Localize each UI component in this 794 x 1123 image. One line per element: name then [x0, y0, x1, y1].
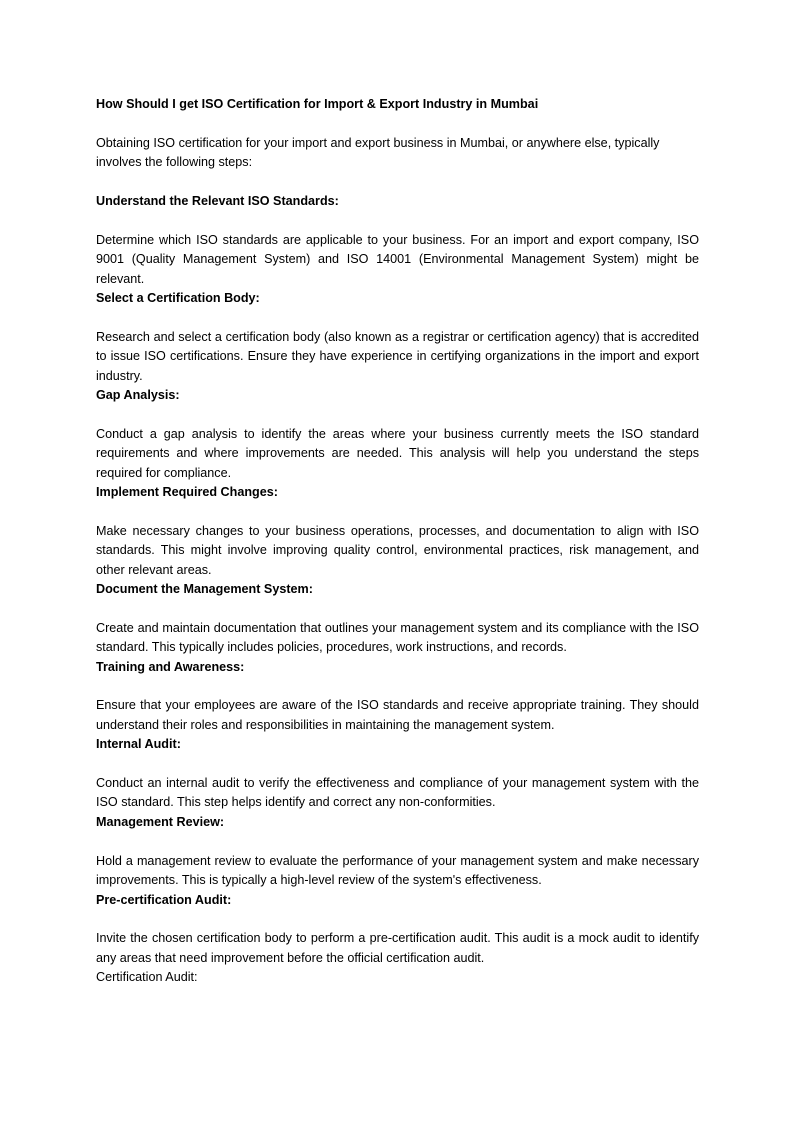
section-gap-analysis — [96, 386, 699, 483]
section-body: Conduct an internal audit to verify the effectiveness and compliance of your management system with the ISO standard. This step helps identify and correct any non-conformities. — [96, 776, 699, 810]
section-training-awareness — [96, 658, 699, 736]
section-body: Hold a management review to evaluate the performance of your management system and make necessary improvements. This is typically a high-level review of the system's effectiveness. — [96, 853, 699, 888]
section-heading: Training and Awareness: — [96, 659, 245, 674]
section-heading: Management Review: — [96, 814, 225, 829]
section-management-review — [96, 813, 699, 891]
section-heading: Certification Audit: — [96, 970, 198, 985]
document-title: How Should I get ISO Certification for Import & Export Industry in Mumbai — [96, 97, 539, 111]
section-heading: Internal Audit: — [96, 737, 181, 752]
section-body: Determine which ISO standards are applicable to your business. For an import and export company, ISO 9001 (Quality Management System) and ISO 14001 (Environmental Management System) might be relevant. — [96, 232, 699, 286]
section-heading: Pre-certification Audit: — [96, 892, 232, 907]
section-internal-audit — [96, 735, 699, 813]
document-page — [96, 95, 699, 1007]
section-certification-audit — [96, 968, 699, 987]
section-body: Invite the chosen certification body to perform a pre-certification audit. This audit is a mock audit to identify any areas that need improvement before the official certification audit. — [96, 931, 699, 965]
section-heading: Implement Required Changes: — [96, 485, 278, 500]
section-heading: Document the Management System: — [96, 582, 313, 597]
section-body: Make necessary changes to your business operations, processes, and documentation to align with ISO standards. This might involve improving quality control, environmental practices, risk management, and other relevant areas. — [96, 523, 699, 577]
section-heading: Gap Analysis: — [96, 388, 180, 403]
section-select-certification-body — [96, 289, 699, 386]
section-implement-changes — [96, 483, 699, 580]
intro-paragraph: Obtaining ISO certification for your import and export business in Mumbai, or anywhere else, typically involves the following steps: — [96, 135, 660, 170]
section-document-management-system — [96, 580, 699, 658]
section-heading: Understand the Relevant ISO Standards: — [96, 194, 339, 208]
section-body: Ensure that your employees are aware of the ISO standards and receive appropriate training. They should understand their roles and responsibilities in maintaining the management system. — [96, 698, 699, 732]
section-body: Create and maintain documentation that outlines your management system and its compliance with the ISO standard. This typically includes policies, procedures, work instructions, and records. — [96, 620, 699, 655]
section-understand-standards — [96, 192, 699, 289]
section-body: Research and select a certification body (also known as a registrar or certification agency) that is accredited to issue ISO certifications. Ensure they have experience in certifying organizations in the import and export industry. — [96, 329, 699, 383]
section-pre-certification-audit — [96, 891, 699, 969]
section-heading: Select a Certification Body: — [96, 291, 260, 306]
section-body: Conduct a gap analysis to identify the areas where your business currently meets the ISO standard requirements and where improvements are needed. This analysis will help you understand the steps required for compliance. — [96, 426, 699, 480]
